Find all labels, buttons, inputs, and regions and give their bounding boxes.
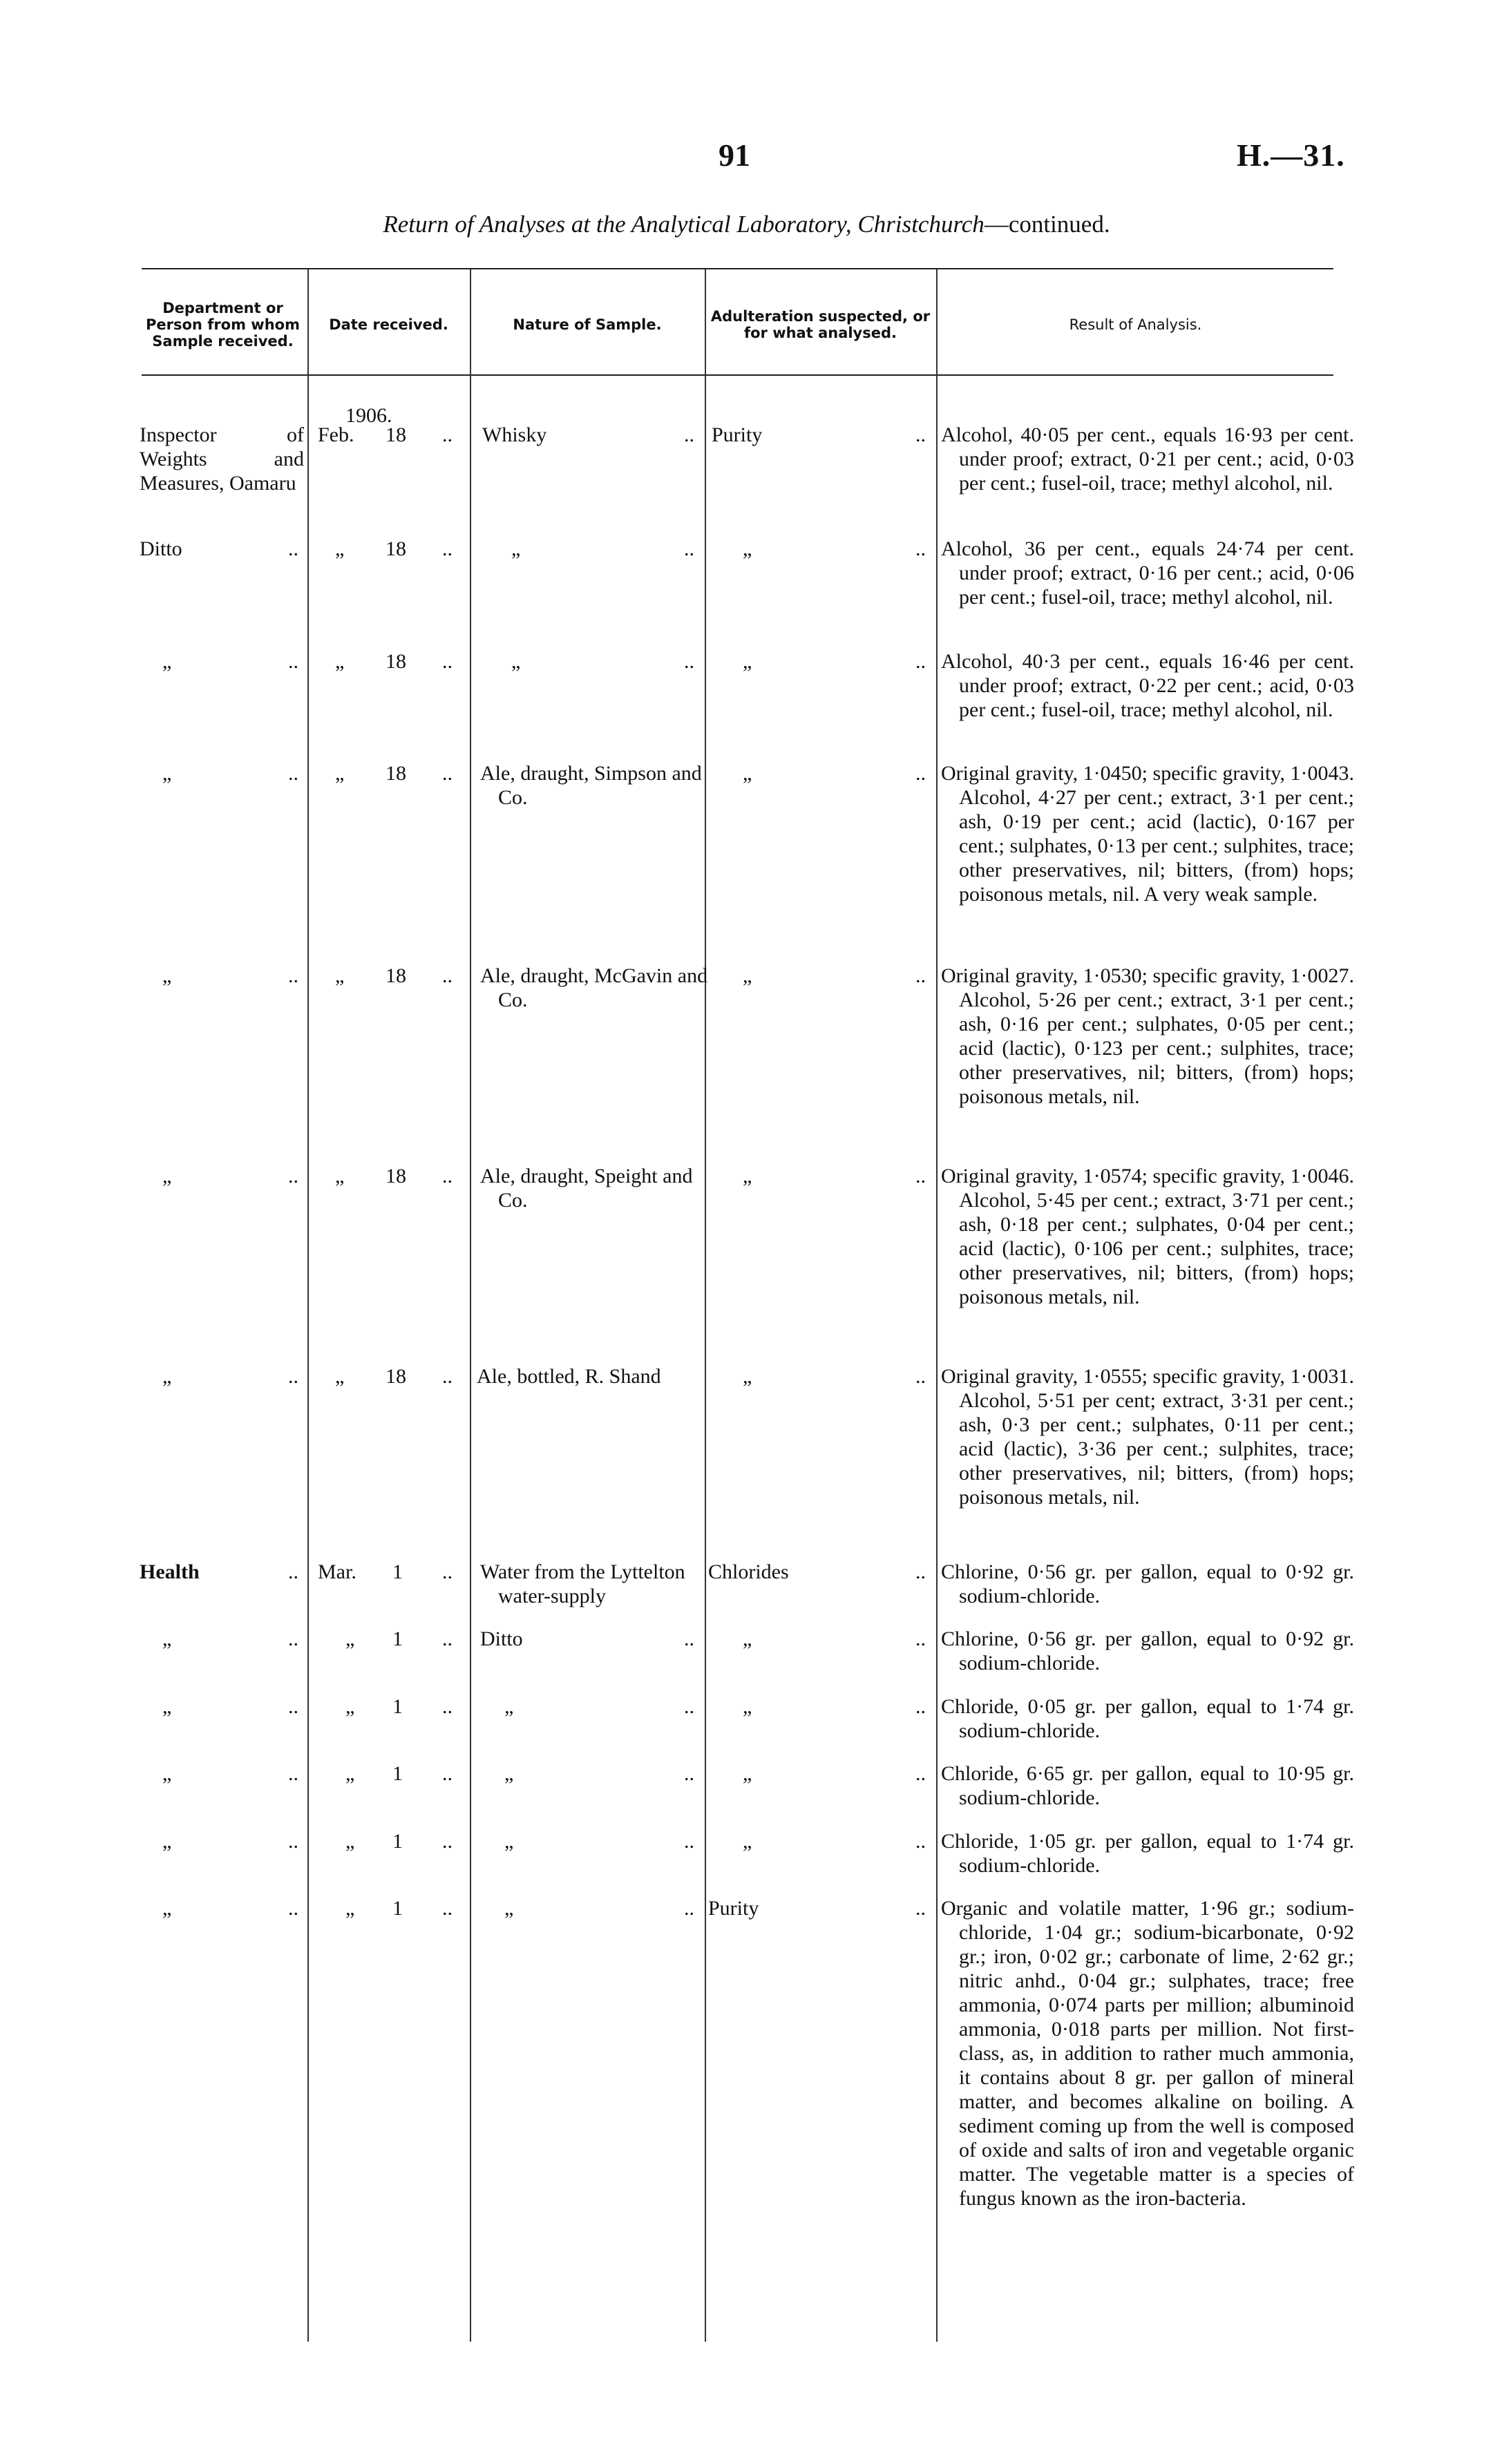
department-text: „ bbox=[162, 964, 172, 987]
separator-dots: .. bbox=[915, 1365, 926, 1388]
adulteration-cell bbox=[743, 1364, 931, 1388]
separator-dots: .. bbox=[684, 1695, 694, 1718]
department-text: „ bbox=[162, 650, 172, 673]
separator-dots: .. bbox=[915, 1560, 926, 1583]
day-cell: 18 bbox=[386, 1365, 406, 1388]
adulteration-cell bbox=[708, 1896, 931, 1920]
result-cell: Alcohol, 40·05 per cent., equals 16·93 per cent. under proof; extract, 0·21 per cent.; acid, 0·03 per cent.; fusel-oil, trace; methyl alcohol, nil. bbox=[941, 423, 1354, 495]
separator-dots: .. bbox=[288, 537, 298, 560]
adulteration-cell bbox=[712, 423, 931, 447]
department-cell bbox=[162, 1829, 304, 1853]
separator-dots: .. bbox=[442, 762, 453, 785]
separator-dots: .. bbox=[442, 1560, 453, 1583]
adulteration-text: „ bbox=[743, 1695, 752, 1718]
result-cell: Original gravity, 1·0450; specific gravity, 1·0043. Alcohol, 4·27 per cent.; extract, 3·1 per cent.; ash, 0·19 per cent.; acid (lactic), 0·167 per cent.; sulphates, 0·13 per cent.; sulphites, trace; other preservatives, nil; bitters, (from) hops; poisonous metals, nil. A very weak sample. bbox=[941, 762, 1354, 906]
separator-dots: .. bbox=[442, 1365, 453, 1388]
result-cell: Original gravity, 1·0530; specific gravity, 1·0027. Alcohol, 5·26 per cent.; extract, 3·1 per cent.; ash, 0·16 per cent.; sulphates, 0·05 per cent.; acid (lactic), 0·123 per cent.; sulphites, trace; other preservatives, nil; bitters, (from) hops; poisonous metals, nil. bbox=[941, 964, 1354, 1108]
month-cell: Feb. bbox=[318, 423, 354, 446]
adulteration-text: „ bbox=[743, 1165, 752, 1187]
header-bottom-rule bbox=[142, 374, 1333, 376]
separator-dots: .. bbox=[684, 1627, 694, 1650]
department-text: Ditto bbox=[140, 537, 182, 560]
separator-dots: .. bbox=[915, 1627, 926, 1650]
adulteration-cell bbox=[743, 1761, 931, 1786]
separator-dots: .. bbox=[288, 1627, 298, 1650]
separator-dots: .. bbox=[915, 423, 926, 446]
month-cell: „ bbox=[335, 964, 345, 987]
department-text: „ bbox=[162, 1627, 172, 1650]
month-cell: „ bbox=[345, 1695, 355, 1718]
day-cell: 18 bbox=[386, 423, 406, 446]
separator-dots: .. bbox=[442, 1627, 453, 1650]
result-cell: Original gravity, 1·0574; specific gravity, 1·0046. Alcohol, 5·45 per cent.; extract, 3·71 per cent.; ash, 0·18 per cent.; sulphates, 0·04 per cent.; acid (lactic), 0·106 per cent.; sulphites, trace; other preservatives, nil; bitters, (from) hops; poisonous metals, nil. bbox=[941, 1165, 1354, 1308]
nature-cell bbox=[504, 1694, 700, 1719]
adulteration-cell bbox=[708, 1560, 931, 1584]
nature-text: Whisky bbox=[482, 423, 547, 446]
separator-dots: .. bbox=[442, 1762, 453, 1785]
nature-cell: Water from the Lyttelton water-supply bbox=[480, 1560, 685, 1607]
separator-dots: .. bbox=[442, 1695, 453, 1718]
separator-dots: .. bbox=[288, 1560, 298, 1583]
nature-cell: Ale, draught, Simpson and Co. bbox=[480, 762, 702, 809]
department-text: „ bbox=[162, 1762, 172, 1785]
separator-dots: .. bbox=[288, 650, 298, 673]
day-cell: 18 bbox=[386, 650, 406, 673]
result-cell: Chlorine, 0·56 gr. per gallon, equal to 0·92 gr. sodium-chloride. bbox=[941, 1627, 1354, 1674]
adulteration-text: Purity bbox=[708, 1897, 759, 1920]
separator-dots: .. bbox=[442, 1830, 453, 1853]
nature-cell bbox=[511, 537, 700, 561]
department-text: „ bbox=[162, 1897, 172, 1920]
day-cell: 1 bbox=[392, 1830, 403, 1853]
separator-dots: .. bbox=[442, 1897, 453, 1920]
column-separator bbox=[936, 269, 938, 2342]
adulteration-text: „ bbox=[743, 964, 752, 987]
caption-title: Return of Analyses at the Analytical Laboratory, Christchurch bbox=[383, 211, 985, 238]
result-cell: Alcohol, 36 per cent., equals 24·74 per cent. under proof; extract, 0·16 per cent.; acid, 0·06 per cent.; fusel-oil, trace; methyl alcohol, nil. bbox=[941, 537, 1354, 609]
department-text: Health bbox=[140, 1560, 200, 1583]
separator-dots: .. bbox=[915, 650, 926, 673]
separator-dots: .. bbox=[288, 1695, 298, 1718]
adulteration-text: „ bbox=[743, 537, 752, 560]
adulteration-text: „ bbox=[743, 1830, 752, 1853]
separator-dots: .. bbox=[288, 964, 298, 987]
adulteration-text: „ bbox=[743, 650, 752, 673]
department-cell bbox=[162, 964, 304, 988]
department-cell bbox=[162, 1896, 304, 1920]
nature-text: „ bbox=[511, 537, 521, 560]
document-reference: H.—31. bbox=[1237, 137, 1345, 173]
nature-text: „ bbox=[504, 1695, 514, 1718]
adulteration-text: „ bbox=[743, 1762, 752, 1785]
separator-dots: .. bbox=[288, 1762, 298, 1785]
adulteration-text: Chlorides bbox=[708, 1560, 789, 1583]
adulteration-cell bbox=[743, 1164, 931, 1188]
column-separator bbox=[470, 269, 471, 2342]
separator-dots: .. bbox=[684, 423, 694, 446]
result-cell: Organic and volatile matter, 1·96 gr.; sodium-chloride, 1·04 gr.; sodium-bicarbonate, 0·92 gr.; iron, 0·02 gr.; carbonate of lime, 2·62 gr.; nitric anhd., 0·04 gr.; sulphates, trace; free ammonia, 0·074 parts per million; albuminoid ammonia, 0·018 parts per million. Not first-class, as, in addition to rather much ammonia, it contains about 8 gr. per gallon of mineral matter, and becomes alkaline on boiling. A sediment coming up from the well is composed of oxide and salts of iron and vegetable organic matter. The vegetable matter is a species of fungus known as the iron-bacteria. bbox=[941, 1897, 1354, 2210]
month-cell: „ bbox=[335, 1365, 345, 1388]
separator-dots: .. bbox=[442, 650, 453, 673]
nature-cell bbox=[480, 1627, 700, 1651]
adulteration-text: „ bbox=[743, 1627, 752, 1650]
separator-dots: .. bbox=[915, 1695, 926, 1718]
month-cell: „ bbox=[335, 1165, 345, 1187]
department-text: „ bbox=[162, 1830, 172, 1853]
department-cell bbox=[162, 1627, 304, 1651]
nature-text: „ bbox=[504, 1830, 514, 1853]
month-cell: „ bbox=[345, 1897, 355, 1920]
nature-text: Ditto bbox=[480, 1627, 523, 1650]
department-cell bbox=[162, 761, 304, 785]
day-cell: 18 bbox=[386, 762, 406, 785]
department-cell bbox=[162, 1364, 304, 1388]
column-header-department: Department or Person from whom Sample received. bbox=[146, 299, 300, 350]
separator-dots: .. bbox=[915, 762, 926, 785]
page-number: 91 bbox=[719, 137, 750, 173]
separator-dots: .. bbox=[442, 537, 453, 560]
separator-dots: .. bbox=[915, 1897, 926, 1920]
adulteration-cell bbox=[743, 1829, 931, 1853]
separator-dots: .. bbox=[684, 650, 694, 673]
result-cell: Chlorine, 0·56 gr. per gallon, equal to 0·92 gr. sodium-chloride. bbox=[941, 1560, 1354, 1607]
adulteration-cell bbox=[743, 537, 931, 561]
month-cell: „ bbox=[335, 762, 345, 785]
month-cell: Mar. bbox=[318, 1560, 356, 1583]
nature-cell: Ale, draught, McGavin and Co. bbox=[480, 964, 708, 1011]
column-separator bbox=[307, 269, 309, 2342]
table-caption bbox=[0, 211, 1493, 238]
month-cell: „ bbox=[335, 650, 345, 673]
result-cell: Original gravity, 1·0555; specific gravity, 1·0031. Alcohol, 5·51 per cent; extract, 3·31 per cent.; ash, 0·3 per cent.; sulphates, 0·11 per cent.; acid (lactic), 3·36 per cent.; sulphites, trace; other preservatives, nil; bitters, (from) hops; poisonous metals, nil. bbox=[941, 1365, 1354, 1509]
day-cell: 18 bbox=[386, 964, 406, 987]
department-cell bbox=[162, 1164, 304, 1188]
result-cell: Chloride, 1·05 gr. per gallon, equal to 1·74 gr. sodium-chloride. bbox=[941, 1830, 1354, 1877]
separator-dots: .. bbox=[684, 1830, 694, 1853]
adulteration-cell bbox=[743, 1627, 931, 1651]
separator-dots: .. bbox=[684, 1897, 694, 1920]
separator-dots: .. bbox=[288, 762, 298, 785]
day-cell: 1 bbox=[392, 1627, 403, 1650]
separator-dots: .. bbox=[684, 537, 694, 560]
nature-text: „ bbox=[504, 1897, 514, 1920]
year-label: 1906. bbox=[345, 404, 392, 427]
month-cell: „ bbox=[345, 1830, 355, 1853]
separator-dots: .. bbox=[288, 1830, 298, 1853]
month-cell: „ bbox=[335, 537, 345, 560]
adulteration-cell bbox=[743, 964, 931, 988]
nature-cell bbox=[504, 1829, 700, 1853]
result-cell: Chloride, 0·05 gr. per gallon, equal to 1·74 gr. sodium-chloride. bbox=[941, 1695, 1354, 1742]
nature-cell bbox=[482, 423, 700, 447]
column-header-nature: Nature of Sample. bbox=[513, 316, 662, 333]
column-separator bbox=[705, 269, 706, 2342]
day-cell: 1 bbox=[392, 1560, 403, 1583]
separator-dots: .. bbox=[915, 537, 926, 560]
department-cell bbox=[140, 537, 304, 561]
department-cell bbox=[162, 1694, 304, 1719]
nature-cell bbox=[511, 649, 700, 674]
separator-dots: .. bbox=[442, 1165, 453, 1187]
separator-dots: .. bbox=[288, 1897, 298, 1920]
separator-dots: .. bbox=[442, 964, 453, 987]
separator-dots: .. bbox=[915, 964, 926, 987]
department-text: „ bbox=[162, 762, 172, 785]
month-cell: „ bbox=[345, 1762, 355, 1785]
column-header-adulteration: Adulteration suspected, or for what analysed. bbox=[710, 307, 931, 341]
department-cell: Inspector of Weights and Measures, Oamaru bbox=[140, 423, 304, 495]
nature-text: „ bbox=[504, 1762, 514, 1785]
separator-dots: .. bbox=[288, 1365, 298, 1388]
adulteration-cell bbox=[743, 761, 931, 785]
adulteration-text: „ bbox=[743, 762, 752, 785]
day-cell: 1 bbox=[392, 1695, 403, 1718]
day-cell: 18 bbox=[386, 537, 406, 560]
adulteration-cell bbox=[743, 649, 931, 674]
separator-dots: .. bbox=[288, 1165, 298, 1187]
column-header-date: Date received. bbox=[329, 316, 448, 333]
caption-continued: —continued. bbox=[984, 211, 1110, 238]
nature-text: „ bbox=[511, 650, 521, 673]
nature-cell: Ale, draught, Speight and Co. bbox=[480, 1165, 693, 1212]
separator-dots: .. bbox=[684, 1762, 694, 1785]
department-cell bbox=[162, 1761, 304, 1786]
department-cell bbox=[162, 649, 304, 674]
result-cell: Chloride, 6·65 gr. per gallon, equal to 10·95 gr. sodium-chloride. bbox=[941, 1762, 1354, 1809]
adulteration-cell bbox=[743, 1694, 931, 1719]
day-cell: 1 bbox=[392, 1897, 403, 1920]
department-cell bbox=[140, 1560, 304, 1584]
day-cell: 1 bbox=[392, 1762, 403, 1785]
adulteration-text: Purity bbox=[712, 423, 763, 446]
department-text: „ bbox=[162, 1165, 172, 1187]
separator-dots: .. bbox=[915, 1830, 926, 1853]
day-cell: 18 bbox=[386, 1165, 406, 1187]
nature-cell: Ale, bottled, R. Shand bbox=[477, 1365, 661, 1388]
result-cell: Alcohol, 40·3 per cent., equals 16·46 per cent. under proof; extract, 0·22 per cent.; acid, 0·03 per cent.; fusel-oil, trace; methyl alcohol, nil. bbox=[941, 650, 1354, 721]
separator-dots: .. bbox=[915, 1165, 926, 1187]
nature-cell bbox=[504, 1896, 700, 1920]
department-text: „ bbox=[162, 1695, 172, 1718]
department-text: „ bbox=[162, 1365, 172, 1388]
month-cell: „ bbox=[345, 1627, 355, 1650]
column-header-result: Result of Analysis. bbox=[1069, 316, 1202, 333]
nature-cell bbox=[504, 1761, 700, 1786]
separator-dots: .. bbox=[915, 1762, 926, 1785]
adulteration-text: „ bbox=[743, 1365, 752, 1388]
separator-dots: .. bbox=[442, 423, 453, 446]
table-top-rule bbox=[142, 268, 1333, 269]
